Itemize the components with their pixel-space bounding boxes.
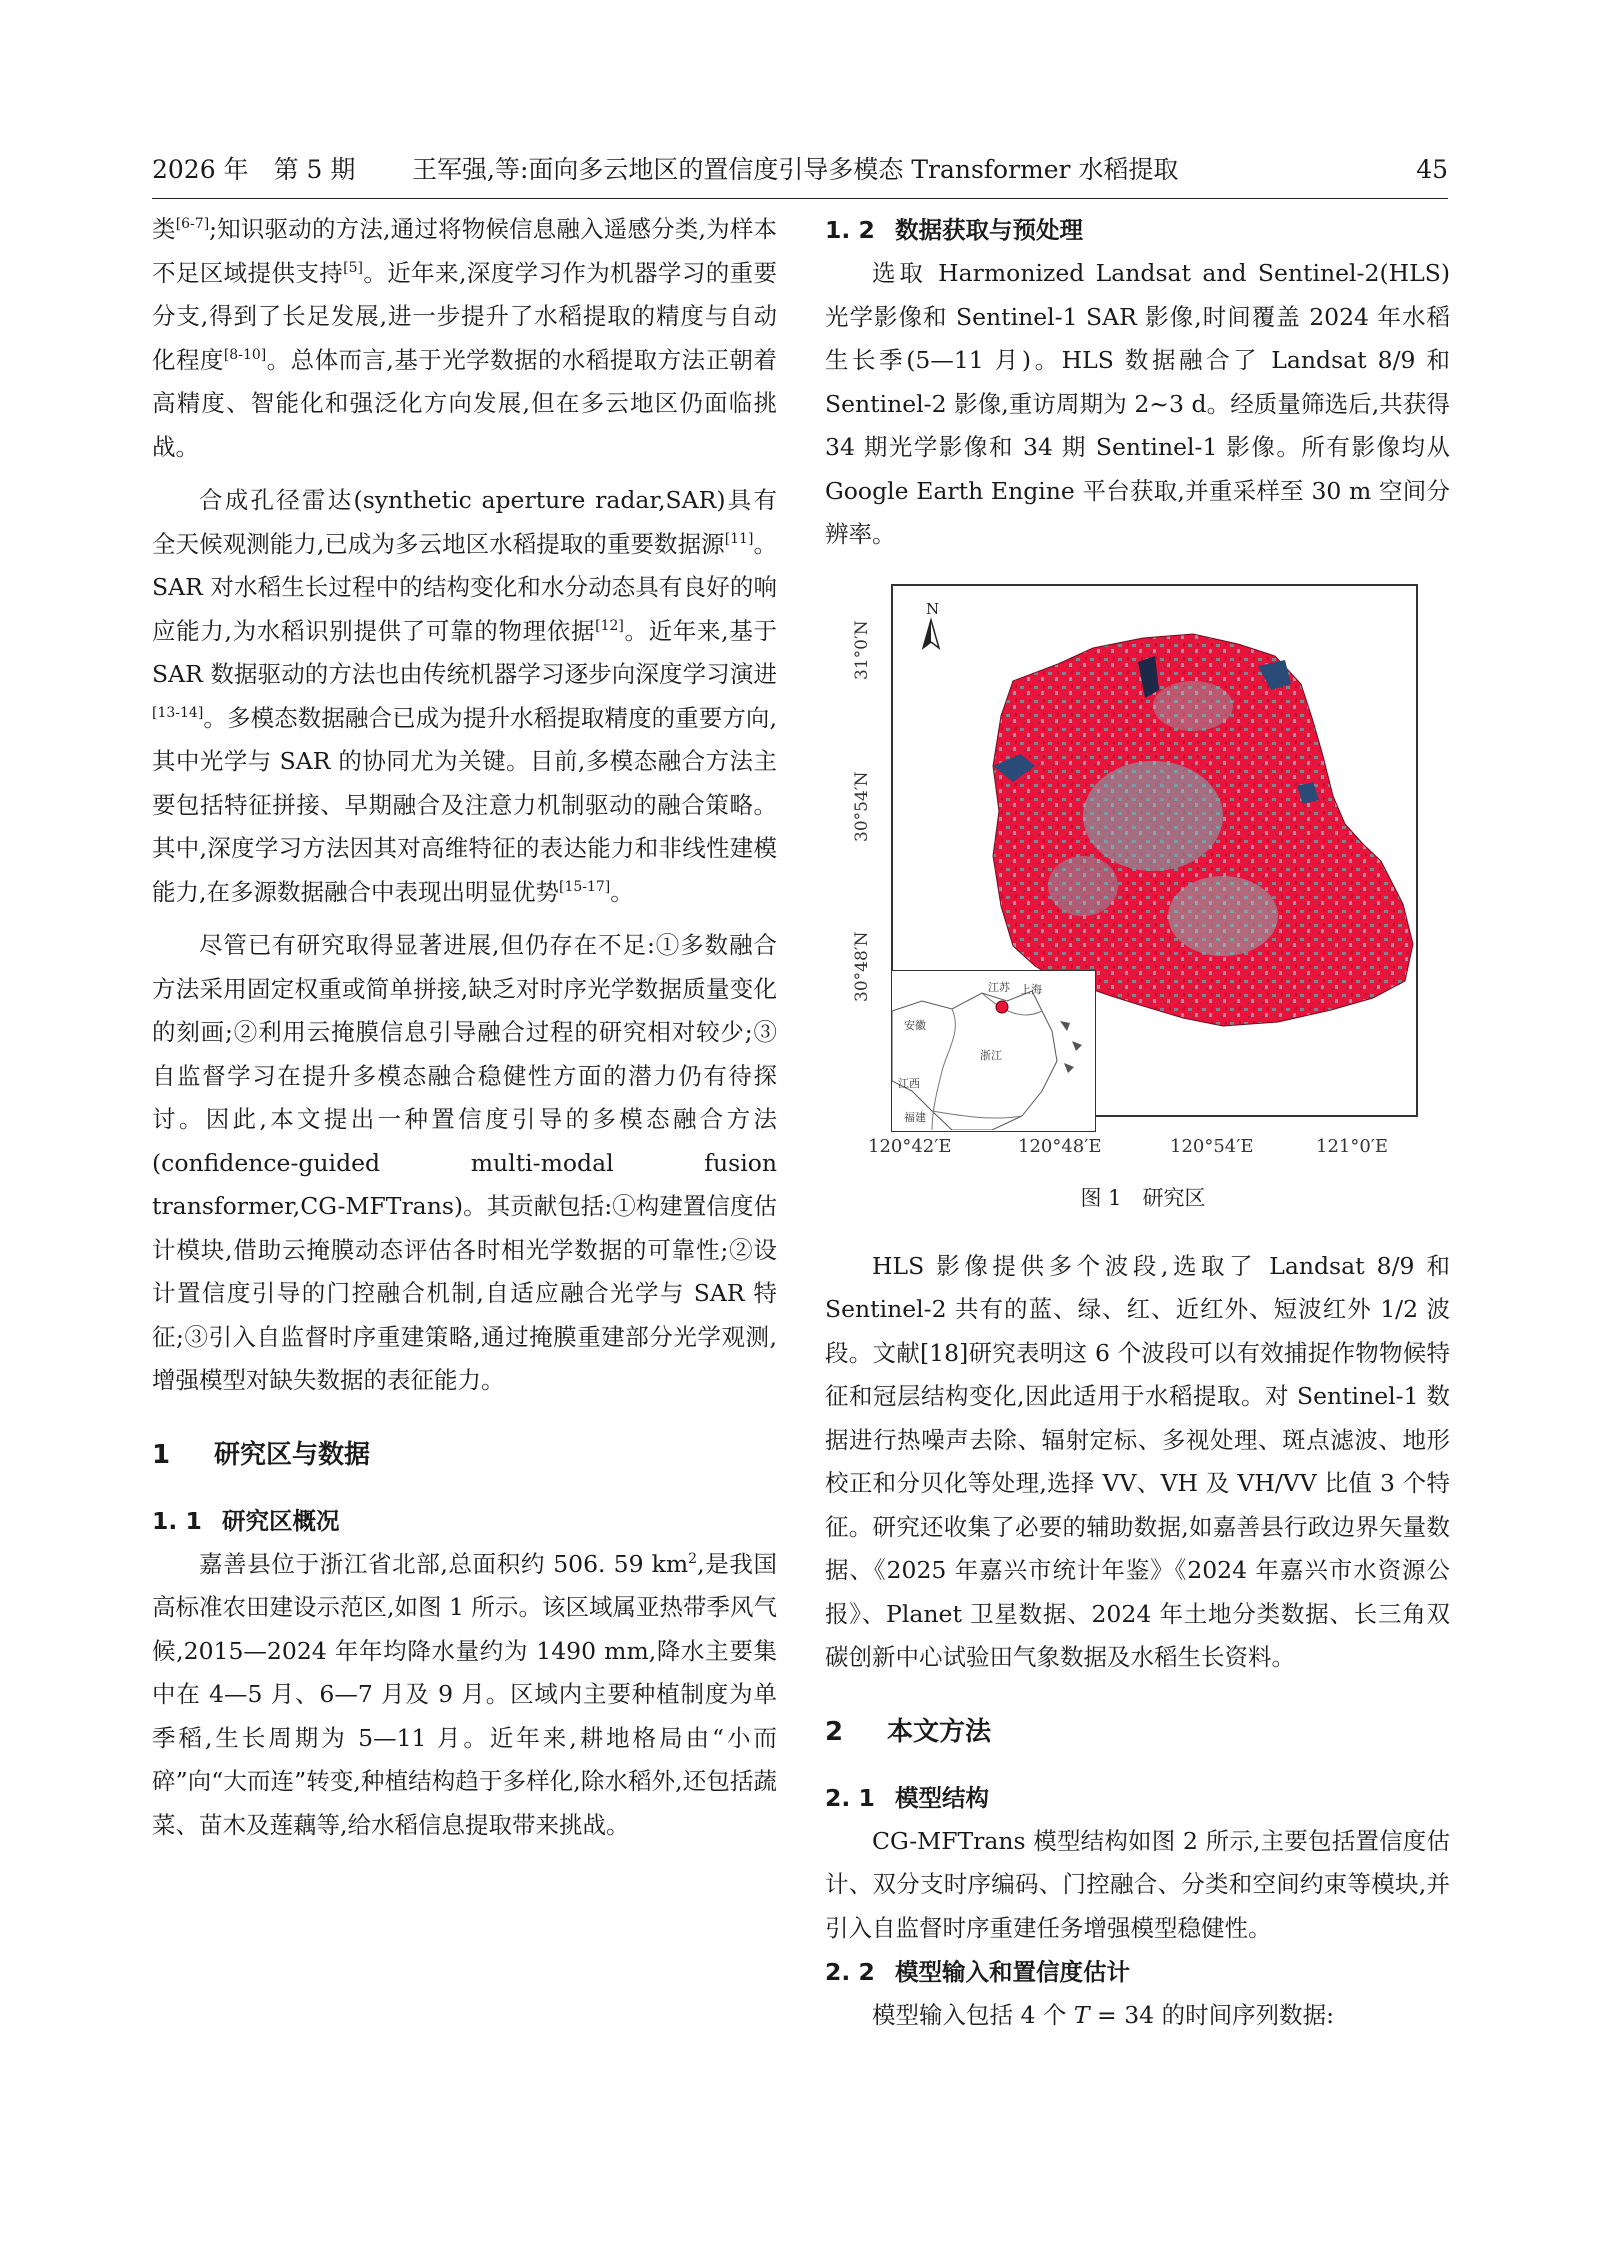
running-title: 王军强,等:面向多云地区的置信度引导多模态 Transformer 水稻提取 [412, 155, 1179, 184]
citation: [13-14] [152, 704, 204, 721]
citation: [15-17] [558, 878, 611, 895]
section-heading: 1 研究区与数据 [152, 1439, 371, 1470]
longitude-tick: 121°0′E [1316, 1136, 1389, 1157]
page-number: 45 [1416, 155, 1448, 184]
longitude-tick: 120°54′E [1170, 1136, 1254, 1157]
citation: [11] [724, 530, 754, 547]
inset-label-zhejiang: 浙江 [980, 1049, 1002, 1062]
paragraph: 类[6-7];知识驱动的方法,通过将物候信息融入遥感分类,为样本不足区域提供支持[5]。近年来,深度学习作为机器学习的重要分支,得到了长足发展,进一步提升了水稻提取的精度与自动化程度[8-10]。总体而言,基于光学数据的水稻提取方法正朝着高精度、智能化和强泛化方向发展,但在多云地区仍面临挑战。 [152, 215, 778, 461]
citation: [8-10] [223, 346, 267, 363]
figure-caption: 图 1 研究区 [1080, 1186, 1206, 1210]
subsection-heading: 2. 2 模型输入和置信度估计 [825, 1958, 1130, 1986]
longitude-tick: 120°42′E [868, 1136, 952, 1157]
citation: [6-7] [175, 216, 210, 233]
running-header [152, 150, 1448, 190]
paragraph: CG-MFTrans 模型结构如图 2 所示,主要包括置信度估计、双分支时序编码、门控融合、分类和空间约束等模块,并引入自监督时序重建任务增强模型稳健性。 [825, 1826, 1450, 1942]
inset-location-map [891, 970, 1096, 1132]
inset-label-anhui: 安徽 [904, 1019, 926, 1032]
paragraph: 嘉善县位于浙江省北部,总面积约 506. 59 $km^2$,是我国高标准农田建设示范区,如图 1 所示。该区域属亚热带季风气候,2015—2024 年年均降水量约为 1490 mm,降水主要集中在 4—5 月、6—7 月及 9 月。区域内主要种植制度为单季稻,生长周期为 5—11 月。近年来,耕地格局由“小而碎”向“大而连”转变,种植结构趋于多样化,除水稻外,还包括蔬菜、苗木及莲藕等,给水稻信息提取带来挑战。 [152, 1549, 777, 1839]
inset-label-fujian: 福建 [904, 1111, 926, 1124]
inset-label-shanghai: 上海 [1020, 983, 1042, 996]
subsection-heading: 1. 1 研究区概况 [152, 1506, 340, 1535]
header-rule [152, 198, 1448, 199]
latitude-tick: 30°54′N [852, 771, 872, 842]
paragraph: 选取 Harmonized Landsat and Sentinel-2(HLS)光学影像和 Sentinel-1 SAR 影像,时间覆盖 2024 年水稻生长季(5—11 月)。HLS 数据融合了 Landsat 8/9 和 Sentinel-2 影像,重访周期为 2~3 d。经质量筛选后,共获得 34 期光学影像和 34 期 Sentinel-1 影像。所有影像均从 Google Earth Engine 平台获取,并重采样至 30 m 空间分辨率。 [825, 259, 1450, 548]
svg-text:N: N [926, 600, 940, 618]
latitude-tick: 31°0′N [852, 620, 872, 680]
inset-label-jiangsu: 江苏 [988, 981, 1010, 994]
left-column [152, 208, 777, 1847]
longitude-tick: 120°48′E [1018, 1136, 1102, 1157]
latitude-tick: 30°48′N [852, 931, 872, 1002]
paragraph: 模型输入包括 4 个 T = 34 的时间序列数据: [872, 2001, 1334, 2029]
paragraph: HLS 影像提供多个波段,选取了 Landsat 8/9 和 Sentinel-2 共有的蓝、绿、红、近红外、短波红外 1/2 波段。文献[18]研究表明这 6 个波段可以有效捕捉作物物候特征和冠层结构变化,因此适用于水稻提取。对 Sentinel-1 数据进行热噪声去除、辐射定标、多视处理、斑点滤波、地形校正和分贝化等处理,选择 VV、VH 及 VH/VV 比值 3 个特征。研究还收集了必要的辅助数据,如嘉善县行政边界矢量数据、《2025 年嘉兴市统计年鉴》《2024 年嘉兴市水资源公报》、Planet 卫星数据、2024 年土地分类数据、长三角双碳创新中心试验田气象数据及水稻生长资料。 [825, 1251, 1450, 1671]
subsection-heading: 1. 2 数据获取与预处理 [825, 216, 1083, 244]
paragraph: 尽管已有研究取得显著进展,但仍存在不足:①多数融合方法采用固定权重或简单拼接,缺乏对时序光学数据质量变化的刻画;②利用云掩膜信息引导融合过程的研究相对较少;③自监督学习在提升多模态融合稳健性方面的潜力仍有待探讨。因此,本文提出一种置信度引导的多模态融合方法(confidence-guided multi-modal fusion transformer,CG-MFTrans)。其贡献包括:①构建置信度估计模块,借助云掩膜动态评估各时相光学数据的可靠性;②设计置信度引导的门控融合机制,自适应融合光学与 SAR 特征;③引入自监督时序重建策略,通过掩膜重建部分光学观测,增强模型对缺失数据的表征能力。 [152, 931, 777, 1394]
subsection-heading: 2. 1 模型结构 [825, 1783, 989, 1812]
journal-issue: 2026 年 第 5 期 [152, 155, 356, 184]
inset-label-jiangxi: 江西 [898, 1077, 920, 1090]
paragraph: 合成孔径雷达(synthetic aperture radar,SAR)具有全天候观测能力,已成为多云地区水稻提取的重要数据源[11]。SAR 对水稻生长过程中的结构变化和水分动态具有良好的响应能力,为水稻识别提供了可靠的物理依据[12]。近年来,基于 SAR 数据驱动的方法也由传统机器学习逐步向深度学习演进[13-14]。多模态数据融合已成为提升水稻提取精度的重要方向,其中光学与 SAR 的协同尤为关键。目前,多模态融合方法主要包括特征拼接、早期融合及注意力机制驱动的融合策略。其中,深度学习方法因其对高维特征的表达能力和非线性建模能力,在多源数据融合中表现出明显优势[15-17]。 [152, 486, 777, 906]
north-arrow-icon [923, 600, 939, 648]
section-heading: 2 本文方法 [825, 1716, 992, 1747]
figure-study-area [852, 584, 1428, 1244]
citation: [5] [343, 259, 363, 276]
citation: [12] [595, 617, 624, 634]
